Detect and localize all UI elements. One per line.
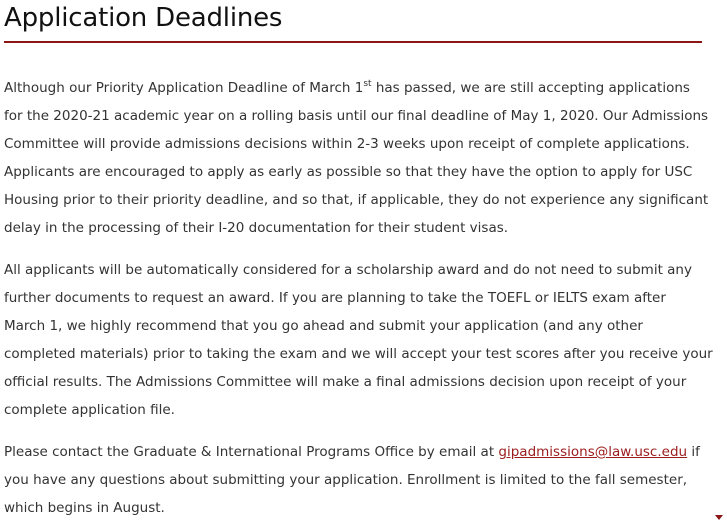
- paragraph-line: Please contact the Graduate & International Programs Office by email at gipadmissions@law.usc.edu if: [4, 444, 700, 460]
- paragraph-line: Committee will provide admissions decisions within 2-3 weeks upon receipt of complete applications.: [4, 136, 690, 152]
- paragraph-line: All applicants will be automatically considered for a scholarship award and do not need to submit any: [4, 262, 692, 278]
- paragraph-scholarship: [4, 256, 713, 424]
- paragraph-contact: [4, 438, 700, 522]
- paragraph-deadline: [4, 74, 708, 242]
- paragraph-line: official results. The Admissions Committee will make a final admissions decision upon receipt of your: [4, 374, 687, 390]
- paragraph-line: Although our Priority Application Deadline of March 1st has passed, we are still accepting applications: [4, 79, 690, 96]
- page-title: Application Deadlines: [4, 3, 283, 33]
- ordinal-suffix: st: [363, 79, 372, 89]
- paragraph-line: further documents to request an award. If you are planning to take the TOEFL or IELTS exam after: [4, 290, 666, 306]
- paragraph-line: completed materials) prior to taking the exam and we will accept your test scores after you receive your: [4, 346, 713, 362]
- paragraph-line: you have any questions about submitting your application. Enrollment is limited to the fall semester,: [4, 472, 688, 488]
- paragraph-line: for the 2020-21 academic year on a rolling basis until our final deadline of May 1, 2020. Our Admissions: [4, 108, 709, 124]
- paragraph-line: Housing prior to their priority deadline, and so that, if applicable, they do not experience any significant: [4, 192, 709, 208]
- page-content: [4, 0, 727, 516]
- paragraph-line: delay in the processing of their I-20 documentation for their student visas.: [4, 220, 509, 236]
- paragraph-line: March 1, we highly recommend that you go ahead and submit your application (and any other: [4, 318, 643, 334]
- paragraph-line: which begins in August.: [4, 500, 165, 516]
- paragraph-line: complete application file.: [4, 402, 175, 418]
- email-link[interactable]: gipadmissions@law.usc.edu: [498, 444, 688, 460]
- caret-down-icon: [715, 515, 723, 520]
- paragraph-line: Applicants are encouraged to apply as early as possible so that they have the option to apply for USC: [4, 164, 693, 180]
- title-divider: [4, 41, 702, 43]
